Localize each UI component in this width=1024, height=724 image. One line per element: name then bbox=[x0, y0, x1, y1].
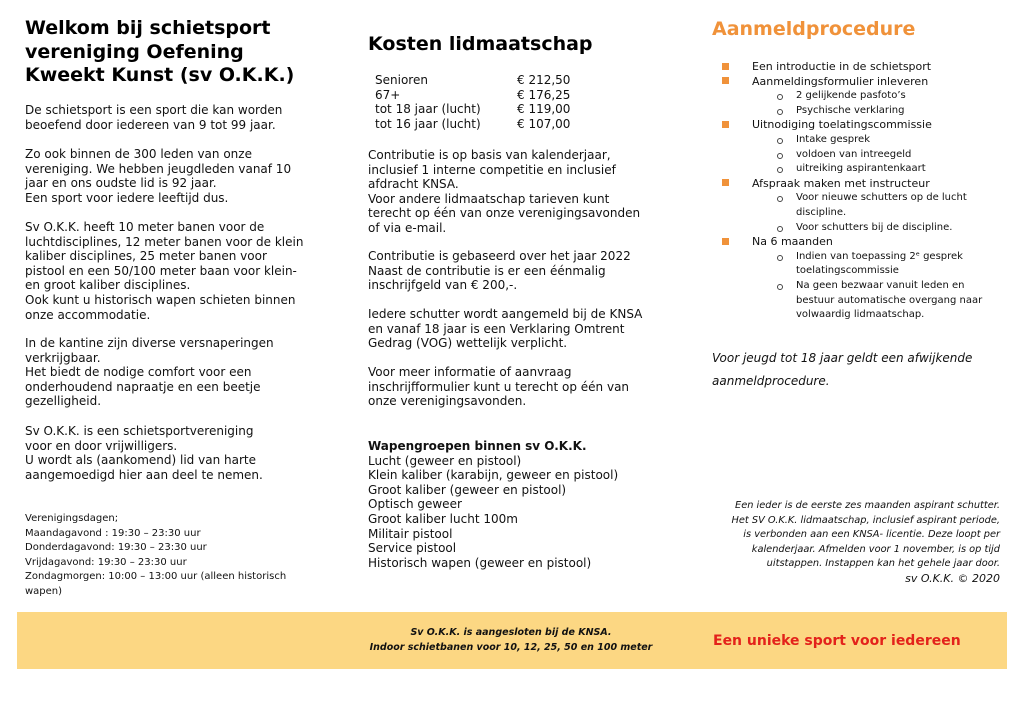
intro-paragraph-line: Ook kunt u historisch wapen schieten binnen bbox=[25, 292, 296, 307]
procedure-substep-label: Indien van toepassing 2ᵉ gesprek bbox=[796, 250, 963, 262]
intro-paragraph-line: onze accommodatie. bbox=[25, 307, 151, 322]
costs-paragraph-line: en vanaf 18 jaar is een Verklaring Omtrent bbox=[368, 321, 625, 336]
procedure-step bbox=[712, 60, 1002, 75]
intro-paragraph-line: aangemoedigd hier aan deel te nemen. bbox=[25, 467, 263, 482]
costs-paragraph bbox=[368, 249, 631, 293]
procedure-step bbox=[712, 235, 1002, 250]
weapon-group-item: Lucht (geweer en pistool) bbox=[368, 453, 522, 468]
price-row bbox=[375, 88, 605, 103]
club-day-line: Vrijdagavond: 19:30 – 23:30 uur bbox=[25, 556, 187, 568]
intro-paragraph-line: gezelligheid. bbox=[25, 394, 102, 409]
costs-paragraph-line: inschrijfformulier kunt u terecht op één van bbox=[368, 379, 630, 394]
procedure-substep bbox=[712, 221, 1002, 236]
price-amount: € 176,25 bbox=[517, 87, 571, 102]
aspirant-note bbox=[732, 499, 1000, 586]
circle-bullet-icon bbox=[777, 138, 783, 144]
price-amount: € 119,00 bbox=[517, 102, 571, 117]
intro-paragraph bbox=[25, 147, 291, 205]
square-bullet-icon bbox=[722, 238, 729, 245]
weapon-groups bbox=[368, 439, 618, 570]
costs-paragraph-line: Contributie is gebaseerd over het jaar 2022 bbox=[368, 249, 631, 263]
procedure-substep bbox=[712, 148, 1002, 163]
costs-paragraph-line: Naast de contributie is er een éénmalig bbox=[368, 263, 606, 278]
footer-info bbox=[340, 625, 682, 655]
procedure-substep bbox=[712, 162, 1002, 177]
intro-paragraph-line: Zo ook binnen de 300 leden van onze bbox=[25, 147, 252, 161]
circle-bullet-icon bbox=[777, 226, 783, 232]
price-row bbox=[375, 73, 605, 88]
square-bullet-icon bbox=[722, 121, 729, 128]
procedure-substep-label: Voor schutters bij de discipline. bbox=[796, 221, 953, 233]
intro-paragraph-line: pistool en een 50/100 meter baan voor klein- bbox=[25, 263, 297, 278]
intro-paragraph-line: luchtdisciplines, 12 meter banen voor de klein bbox=[25, 234, 304, 249]
circle-bullet-icon bbox=[777, 94, 783, 100]
intro-title-line: Welkom bij schietsport bbox=[25, 17, 271, 39]
procedure-substep-label: 2 gelijkende pasfoto’s bbox=[796, 90, 906, 102]
square-bullet-icon bbox=[722, 77, 729, 84]
intro-title-line: Kweekt Kunst (sv O.K.K.) bbox=[25, 64, 295, 86]
circle-bullet-icon bbox=[777, 167, 783, 173]
intro-paragraph-line: verkrijgbaar. bbox=[25, 350, 101, 365]
costs-paragraph-line: of via e-mail. bbox=[368, 220, 447, 235]
aspirant-note-line: uitstappen. Instappen kan het gehele jaar door. bbox=[766, 558, 1000, 569]
procedure-step-label: Afspraak maken met instructeur bbox=[752, 176, 930, 190]
youth-note bbox=[712, 347, 972, 393]
intro-paragraph-line: De schietsport is een sport die kan worden bbox=[25, 103, 283, 117]
intro-paragraph-line: en groot kaliber disciplines. bbox=[25, 278, 191, 293]
costs-paragraph bbox=[368, 365, 629, 409]
weapon-group-item: Klein kaliber (karabijn, geweer en pistool) bbox=[368, 468, 619, 483]
procedure-step-label: Na 6 maanden bbox=[752, 235, 833, 249]
club-day-line: wapen) bbox=[25, 585, 63, 597]
price-label: tot 16 jaar (lucht) bbox=[375, 116, 481, 131]
aspirant-note-line: Een ieder is de eerste zes maanden aspirant schutter. bbox=[735, 500, 1000, 511]
weapon-group-item: Militair pistool bbox=[368, 526, 453, 541]
intro-paragraph-line: voor en door vrijwilligers. bbox=[25, 438, 178, 453]
aspirant-note-line: Het SV O.K.K. lidmaatschap, inclusief aspirant periode, bbox=[731, 514, 1000, 526]
procedure-title: Aanmeldprocedure bbox=[712, 18, 916, 40]
costs-paragraph bbox=[368, 148, 640, 236]
intro-paragraph-line: Sv O.K.K. is een schietsportvereniging bbox=[25, 424, 254, 438]
club-day-line: Donderdagavond: 19:30 – 23:30 uur bbox=[25, 542, 207, 553]
footer-slogan: Een unieke sport voor iedereen bbox=[713, 633, 961, 649]
procedure-substep bbox=[712, 133, 1002, 148]
procedure-step-label: Een introductie in de schietsport bbox=[752, 60, 932, 73]
procedure-substep bbox=[712, 89, 1002, 104]
intro-paragraph bbox=[25, 220, 303, 322]
intro-paragraph-line: vereniging. We hebben jeugdleden vanaf 10 bbox=[25, 161, 292, 176]
weapon-group-item: Service pistool bbox=[368, 541, 457, 556]
intro-paragraph bbox=[25, 103, 282, 132]
procedure-substep bbox=[712, 250, 1002, 265]
procedure-substep-label: uitreiking aspirantenkaart bbox=[796, 163, 926, 175]
price-label: 67+ bbox=[375, 87, 401, 102]
procedure-substep-continuation: volwaardig lidmaatschap. bbox=[796, 309, 925, 321]
costs-paragraph-line: afdracht KNSA. bbox=[368, 177, 459, 192]
intro-paragraph-line: Een sport voor iedere leeftijd dus. bbox=[25, 190, 229, 205]
intro-paragraph bbox=[25, 424, 263, 482]
costs-paragraph-line: Voor meer informatie of aanvraag bbox=[368, 365, 572, 379]
weapon-group-item: Historisch wapen (geweer en pistool) bbox=[368, 555, 592, 570]
youth-note-line: Voor jeugd tot 18 jaar geldt een afwijkende bbox=[712, 351, 973, 365]
weapon-group-item: Optisch geweer bbox=[368, 497, 462, 512]
circle-bullet-icon bbox=[777, 255, 783, 261]
costs-title: Kosten lidmaatschap bbox=[368, 33, 593, 55]
intro-paragraph bbox=[25, 336, 274, 409]
circle-bullet-icon bbox=[777, 109, 783, 115]
intro-title-line: vereniging Oefening bbox=[25, 40, 244, 63]
intro-paragraph-line: Het biedt de nodige comfort voor een bbox=[25, 365, 252, 380]
intro-paragraph-line: beoefend door iedereen van 9 tot 99 jaar. bbox=[25, 117, 276, 132]
club-day-line: Zondagmorgen: 10:00 – 13:00 uur (alleen historisch bbox=[25, 571, 287, 582]
procedure-substep-continuation: toelatingscommissie bbox=[796, 265, 899, 277]
footer-info-line: Indoor schietbanen voor 10, 12, 25, 50 en 100 meter bbox=[369, 642, 653, 653]
footer-info-line: Sv O.K.K. is aangesloten bij de KNSA. bbox=[410, 627, 612, 638]
price-amount: € 212,50 bbox=[517, 73, 571, 87]
circle-bullet-icon bbox=[777, 196, 783, 202]
club-day-line: Maandagavond : 19:30 – 23:30 uur bbox=[25, 527, 201, 539]
procedure-substep-label: voldoen van intreegeld bbox=[796, 148, 912, 160]
intro-paragraph-line: U wordt als (aankomend) lid van harte bbox=[25, 453, 256, 468]
costs-paragraph-line: terecht op één van onze verenigingsavonden bbox=[368, 206, 641, 221]
procedure-substep-label: Voor nieuwe schutters op de lucht bbox=[796, 192, 967, 204]
square-bullet-icon bbox=[722, 63, 729, 70]
circle-bullet-icon bbox=[777, 153, 783, 159]
costs-paragraph-line: Iedere schutter wordt aangemeld bij de KNSA bbox=[368, 307, 643, 321]
aspirant-note-line: is verbonden aan een KNSA- licentie. Deze loopt per bbox=[743, 529, 1000, 540]
price-label: tot 18 jaar (lucht) bbox=[375, 102, 481, 117]
weapon-groups-heading: Wapengroepen binnen sv O.K.K. bbox=[368, 439, 587, 453]
weapon-group-item: Groot kaliber (geweer en pistool) bbox=[368, 482, 567, 497]
price-row bbox=[375, 117, 605, 132]
intro-paragraph-line: jaar en ons oudste lid is 92 jaar. bbox=[25, 176, 217, 191]
intro-paragraph-line: kaliber disciplines, 25 meter banen voor bbox=[25, 249, 267, 264]
footer-band bbox=[17, 612, 1007, 669]
procedure-substep-continuation: bestuur automatische overgang naar bbox=[796, 294, 983, 306]
weapon-group-item: Groot kaliber lucht 100m bbox=[368, 511, 518, 526]
intro-paragraph-line: onderhoudend napraatje en een beetje bbox=[25, 379, 261, 394]
club-days-heading: Verenigingsdagen; bbox=[25, 513, 119, 524]
intro-title bbox=[25, 17, 294, 88]
procedure-substep bbox=[712, 104, 1002, 119]
intro-paragraph-line: Sv O.K.K. heeft 10 meter banen voor de bbox=[25, 220, 265, 234]
procedure-substep-label: Intake gesprek bbox=[796, 133, 870, 145]
costs-paragraph-line: Voor andere lidmaatschap tarieven kunt bbox=[368, 191, 610, 206]
procedure-substep bbox=[712, 279, 1002, 294]
aspirant-note-line: kalenderjaar. Afmelden voor 1 november, is op tijd bbox=[751, 543, 1000, 555]
costs-paragraph-line: inclusief 1 interne competitie en inclusief bbox=[368, 162, 616, 177]
procedure-step-label: Uitnodiging toelatingscommissie bbox=[752, 118, 932, 132]
costs-paragraph bbox=[368, 307, 642, 351]
price-label: Senioren bbox=[375, 73, 428, 87]
procedure-step-label: Aanmeldingsformulier inleveren bbox=[752, 74, 929, 88]
procedure-substep bbox=[712, 191, 1002, 206]
circle-bullet-icon bbox=[777, 284, 783, 290]
procedure-steps bbox=[712, 60, 1002, 323]
costs-paragraph-line: Gedrag (VOG) wettelijk verplicht. bbox=[368, 336, 568, 351]
club-days bbox=[25, 512, 286, 599]
procedure-step bbox=[712, 177, 1002, 192]
costs-paragraph-line: onze verenigingsavonden. bbox=[368, 394, 527, 409]
costs-paragraph-line: inschrijfgeld van € 200,-. bbox=[368, 278, 518, 293]
procedure-step bbox=[712, 118, 1002, 133]
copyright: sv O.K.K. © 2020 bbox=[905, 571, 1000, 585]
price-amount: € 107,00 bbox=[517, 116, 571, 131]
price-row bbox=[375, 102, 605, 117]
youth-note-line: aanmeldprocedure. bbox=[712, 374, 830, 388]
intro-paragraph-line: In de kantine zijn diverse versnaperingen bbox=[25, 336, 274, 350]
procedure-substep-continuation: discipline. bbox=[796, 206, 847, 218]
procedure-substep-label: Psychische verklaring bbox=[796, 104, 905, 116]
price-table bbox=[375, 73, 605, 131]
square-bullet-icon bbox=[722, 179, 729, 186]
costs-paragraph-line: Contributie is op basis van kalenderjaar, bbox=[368, 148, 611, 162]
procedure-step bbox=[712, 75, 1002, 90]
procedure-substep-label: Na geen bezwaar vanuit leden en bbox=[796, 279, 965, 291]
